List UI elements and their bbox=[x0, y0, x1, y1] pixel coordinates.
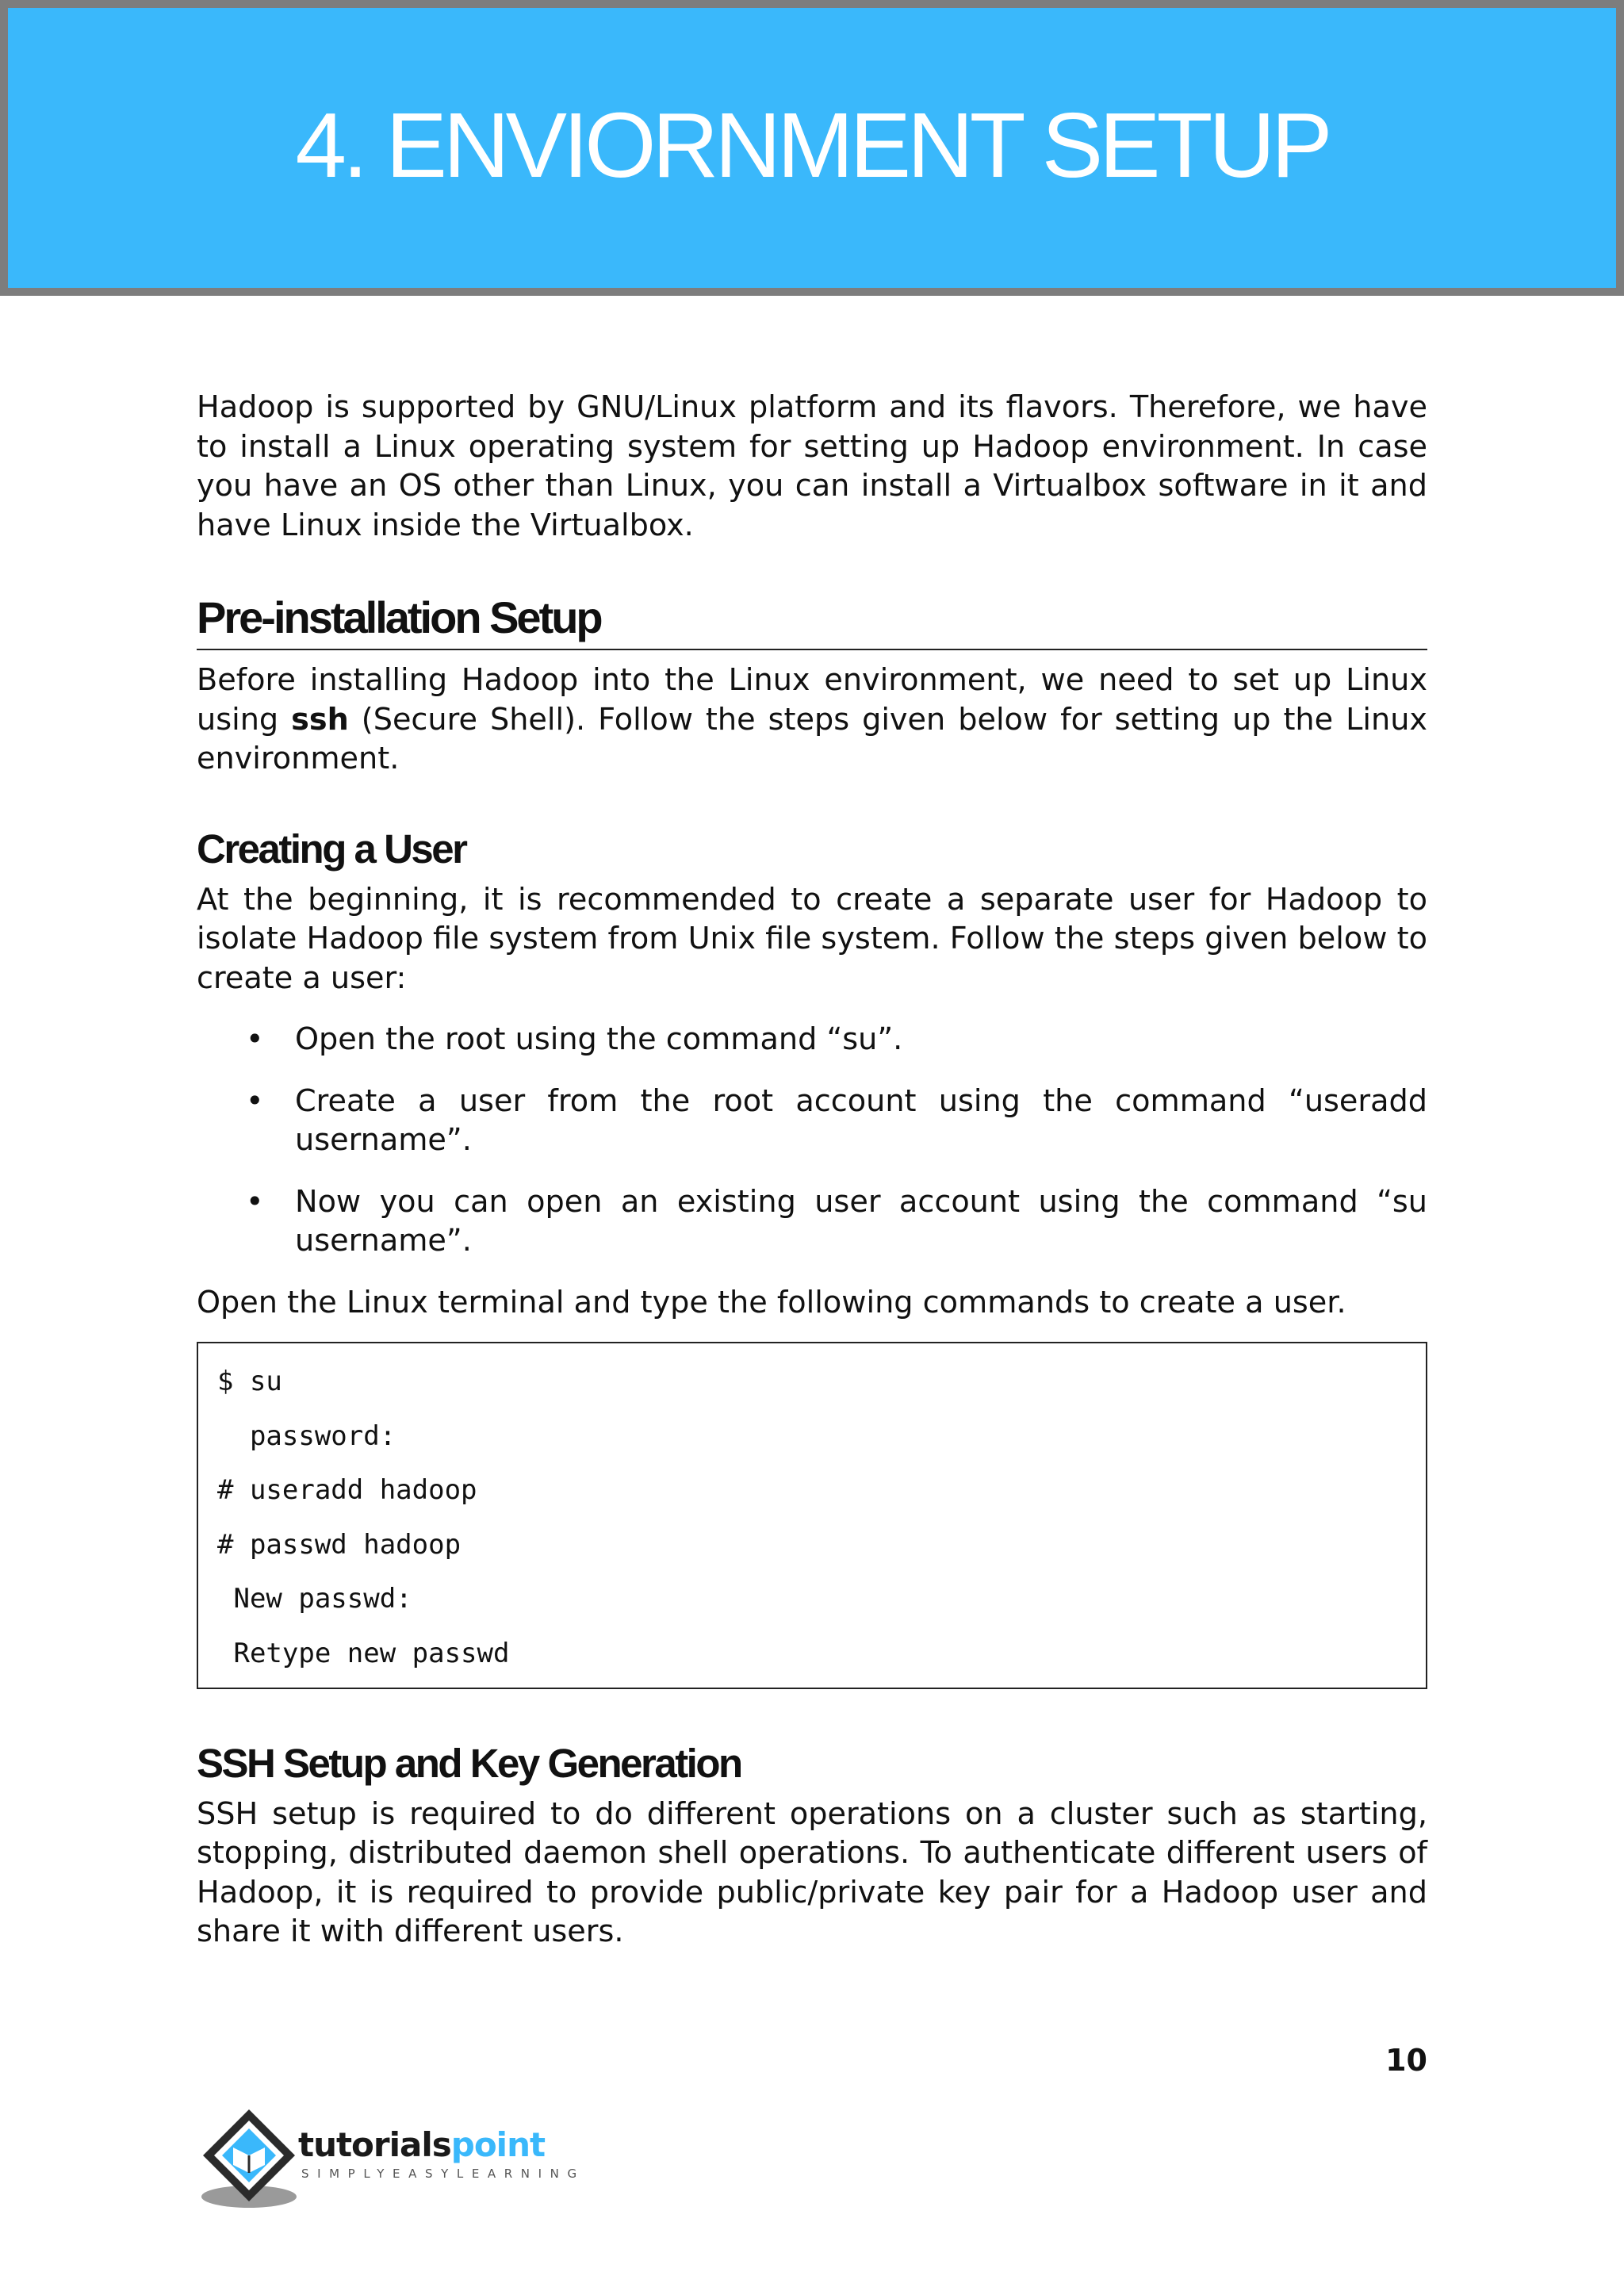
list-item bbox=[197, 1082, 1427, 1161]
code-line: $ su bbox=[217, 1366, 282, 1397]
list-item-text: Open the root using the command “su”. bbox=[295, 1022, 903, 1057]
code-line: New passwd: bbox=[217, 1583, 412, 1615]
list-item-text: Now you can open an existing user account using the command “su username”. bbox=[295, 1184, 1427, 1259]
list-item bbox=[197, 1183, 1427, 1262]
terminal-instructions: Open the Linux terminal and type the following commands to create a user. bbox=[197, 1285, 1346, 1320]
code-line: password: bbox=[217, 1420, 396, 1452]
preinstall-text-before: Before installing Hadoop into the Linux environment, we need to set up Linux using bbox=[197, 663, 1427, 738]
ssh-setup-paragraph: SSH setup is required to do different operations on a cluster such as starting, stopping, distributed daemon shell operations. To authenticate different users of Hadoop, it is required to provide public/private key pair for a Hadoop user and share it with different users. bbox=[197, 1796, 1427, 1950]
list-item-text: Create a user from the root account using the command “useradd username”. bbox=[295, 1083, 1427, 1158]
bullet-icon: • bbox=[246, 1083, 264, 1119]
preinstall-text-after: (Secure Shell). Follow the steps given below for setting up the Linux environment. bbox=[197, 702, 1428, 776]
tutorialspoint-logo-icon bbox=[197, 2103, 308, 2214]
steps-list bbox=[197, 1021, 1427, 1262]
section-heading-preinstallation: Pre-installation Setup bbox=[197, 590, 1427, 650]
logo-wordmark bbox=[298, 2125, 545, 2164]
code-block bbox=[197, 1342, 1427, 1689]
creating-user-paragraph: At the beginning, it is recommended to create a separate user for Hadoop to isolate Hadoop file system from Unix file system. Follow the steps given below to create a user: bbox=[197, 882, 1427, 996]
preinstall-paragraph bbox=[197, 661, 1427, 780]
code-line: # passwd hadoop bbox=[217, 1528, 462, 1561]
bullet-icon: • bbox=[246, 1022, 264, 1057]
logo-tagline: SIMPLYEASYLEARNING bbox=[301, 2167, 585, 2181]
tutorialspoint-logo bbox=[197, 2103, 585, 2214]
intro-paragraph: Hadoop is supported by GNU/Linux platform and its flavors. Therefore, we have to install a Linux operating system for setting up Hadoop environment. In case you have an OS other than Linux, you can install a Virtualbox software in it and have Linux inside the Virtualbox. bbox=[197, 390, 1427, 543]
page-number: 10 bbox=[1385, 2043, 1427, 2078]
page-content bbox=[197, 389, 1427, 1952]
chapter-banner bbox=[0, 0, 1624, 296]
section-heading-creating-user: Creating a User bbox=[197, 826, 466, 872]
code-line: Retype new passwd bbox=[217, 1637, 510, 1669]
list-item bbox=[197, 1021, 1427, 1060]
code-line: # useradd hadoop bbox=[217, 1474, 477, 1507]
logo-word-tutorials: tutorials bbox=[298, 2125, 451, 2164]
bullet-icon: • bbox=[246, 1184, 264, 1220]
chapter-title: 4. ENVIORNMENT SETUP bbox=[295, 93, 1329, 197]
ssh-term: ssh bbox=[291, 702, 349, 738]
logo-word-point: point bbox=[450, 2125, 546, 2164]
section-heading-ssh-setup: SSH Setup and Key Generation bbox=[197, 1740, 741, 1786]
